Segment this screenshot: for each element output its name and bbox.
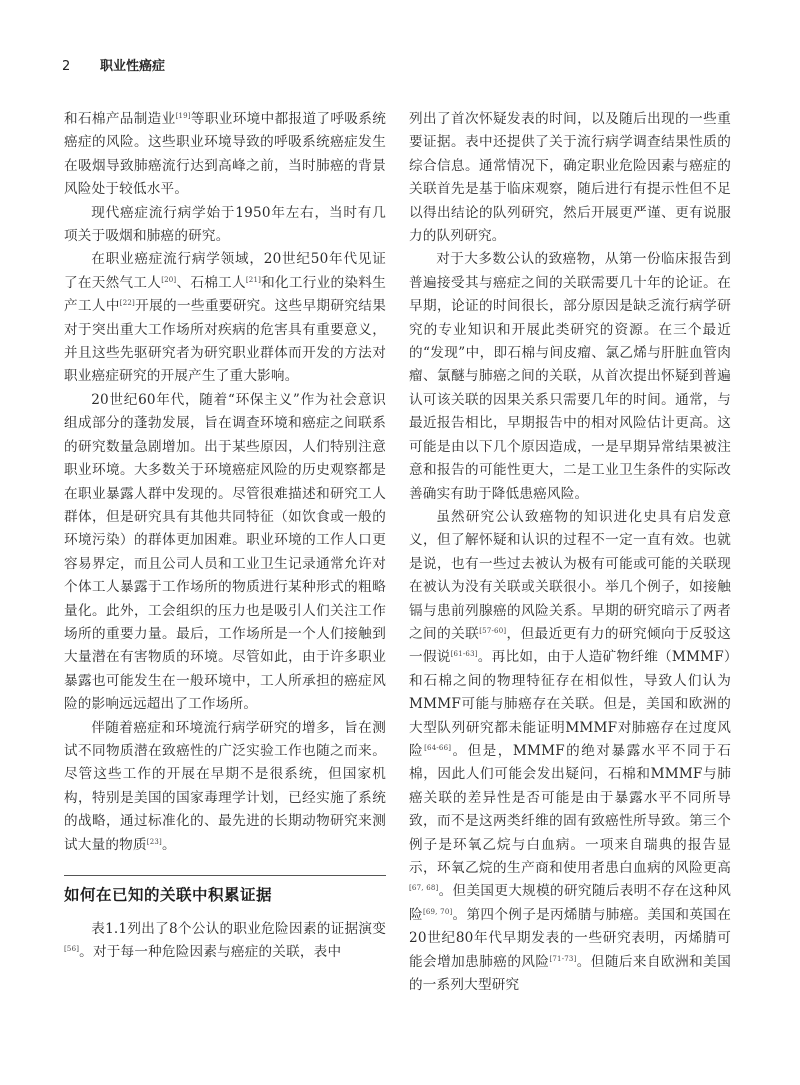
book-title: 职业性癌症 (100, 59, 166, 74)
citation: [23] (146, 837, 162, 846)
paragraph: 表1.1列出了8个公认的职业危险因素的证据演变[56]。对于每一种危险因素与癌症的关联，表中 (64, 921, 386, 961)
paragraph-continued: 列出了首次怀疑发表的时间，以及随后出现的一些重要证据。表中还提供了关于流行病学调查结果性质的综合信息。通常情况下，确定职业危险因素与癌症的关联首先是基于临床观察，随后进行有提示性但不足以得出结论的队列研究，然后开展更严谨、更有说服力的队列研究。 (409, 111, 731, 245)
right-column (409, 108, 731, 997)
section-divider (64, 875, 386, 876)
citation: [64-66] (424, 743, 452, 752)
paragraph: 20世纪60年代，随着“环保主义”作为社会意识组成部分的蓬勃发展，旨在调查环境和癌症之间联系的研究数量急剧增加。出于某些原因，人们特别注意职业环境。大多数关于环境癌症风险的历史观察都是在职业暴露人群中发现的。尽管很难描述和研究工人群体，但是研究具有其他共同特征（如饮食或一般的环境污染）的群体更加困难。职业环境的工作人口更容易界定，而且公司人员和工业卫生记录通常允许对个体工人暴露于工作场所的物质进行某种形式的粗略量化。此外，工会组织的压力也是吸引人们关注工作场所的重要力量。最后，工作场所是一个人们接触到大量潜在有害物质的环境。尽管如此，由于许多职业暴露也可能发生在一般环境中，工人所承担的癌症风险的影响远远超出了工作场所。 (64, 391, 386, 713)
running-header (62, 55, 165, 74)
citation: [71-73] (549, 954, 577, 963)
paragraph: 对于大多数公认的致癌物，从第一份临床报告到普遍接受其与癌症之间的关联需要几十年的论证。在早期，论证的时间很长，部分原因是缺乏流行病学研究的专业知识和开展此类研究的资源。在三个最近的“发现”中，即石棉与间皮瘤、氯乙烯与肝脏血管肉瘤、氯醚与肺癌之间的关联，从首次提出怀疑到普遍认可该关联的因果关系只需要几年的时间。通常，与最近报告相比，早期报告中的相对风险估计更高。这可能是由以下几个原因造成，一是早期异常结果被注意和报告的可能性更大，二是工业卫生条件的实际改善确实有助于降低患癌风险。 (409, 251, 731, 502)
page-number: 2 (62, 59, 71, 74)
paragraph-continued: 和石棉产品制造业[19]等职业环境中都报道了呼吸系统癌症的风险。这些职业环境导致的呼吸系统癌症发生在吸烟导致肺癌流行达到高峰之前，当时肺癌的背景风险处于较低水平。 (64, 111, 386, 198)
citation: [19] (175, 112, 191, 120)
citation: [56] (64, 945, 80, 954)
section-heading: 如何在已知的关联中积累证据 (64, 885, 273, 904)
paragraph: 现代癌症流行病学始于1950年左右，当时有几项关于吸烟和肺癌的研究。 (64, 204, 386, 245)
citation: [22] (119, 299, 135, 308)
left-column (64, 108, 386, 965)
paragraph: 伴随着癌症和环境流行病学研究的增多，旨在测试不同物质潜在致癌性的广泛实验工作也随之而来。尽管这些工作的开展在早期不是很系统，但国家机构，特别是美国的国家毒理学计划，已经实施了系统的战略，通过标准化的、最先进的长期动物研究来测试大量的物质[23]。 (64, 719, 386, 853)
citation: [67, 68] (409, 884, 439, 893)
citation: [57-60] (479, 626, 507, 635)
paragraph: 在职业癌症流行病学领域，20世纪50年代见证了在天然气工人[20]、石棉工人[21]和化工行业的染料生产工人中[22]开展的一些重要研究。这些早期研究结果对于突出重大工作场所对疾病的危害具有重要意义，并且这些先驱研究者为研究职业群体而开发的方法对职业癌症研究的开展产生了重大影响。 (64, 251, 386, 385)
paragraph: 虽然研究公认致癌物的知识进化史具有启发意义，但了解怀疑和认识的过程不一定一直有效。也就是说，也有一些过去被认为极有可能或可能的关联现在被认为没有关联或关联很小。举几个例子，如接触镉与患前列腺癌的风险关系。早期的研究暗示了两者之间的关联[57-60]，但最近更有力的研究倾向于反驳这一假说[61-63]。再比如，由于人造矿物纤维（MMMF）和石棉之间的物理特征存在相似性，导致人们认为MMMF可能与肺癌存在关联。但是，美国和欧洲的大型队列研究都未能证明MMMF对肺癌存在过度风险[64-66]。但是，MMMF的绝对暴露水平不同于石棉，因此人们可能会发出疑问，石棉和MMMF与肺癌关联的差异性是否可能是由于暴露水平不同所导致，而不是这两类纤维的固有致癌性所导致。第三个例子是环氧乙烷与白血病。一项来自瑞典的报告显示，环氧乙烷的生产商和使用者患白血病的风险更高[67, 68]。但美国更大规模的研究随后表明不存在这种风险[69, 70]。第四个例子是丙烯腈与肺癌。美国和英国在20世纪80年代早期发表的一些研究表明，丙烯腈可能会增加患肺癌的风险[71-73]。但随后来自欧洲和美国的一系列大型研究 (409, 508, 732, 994)
citation: [21] (245, 275, 262, 284)
citation: [69, 70] (422, 907, 453, 916)
citation: [20] (161, 275, 177, 284)
citation: [61-63] (450, 650, 478, 659)
